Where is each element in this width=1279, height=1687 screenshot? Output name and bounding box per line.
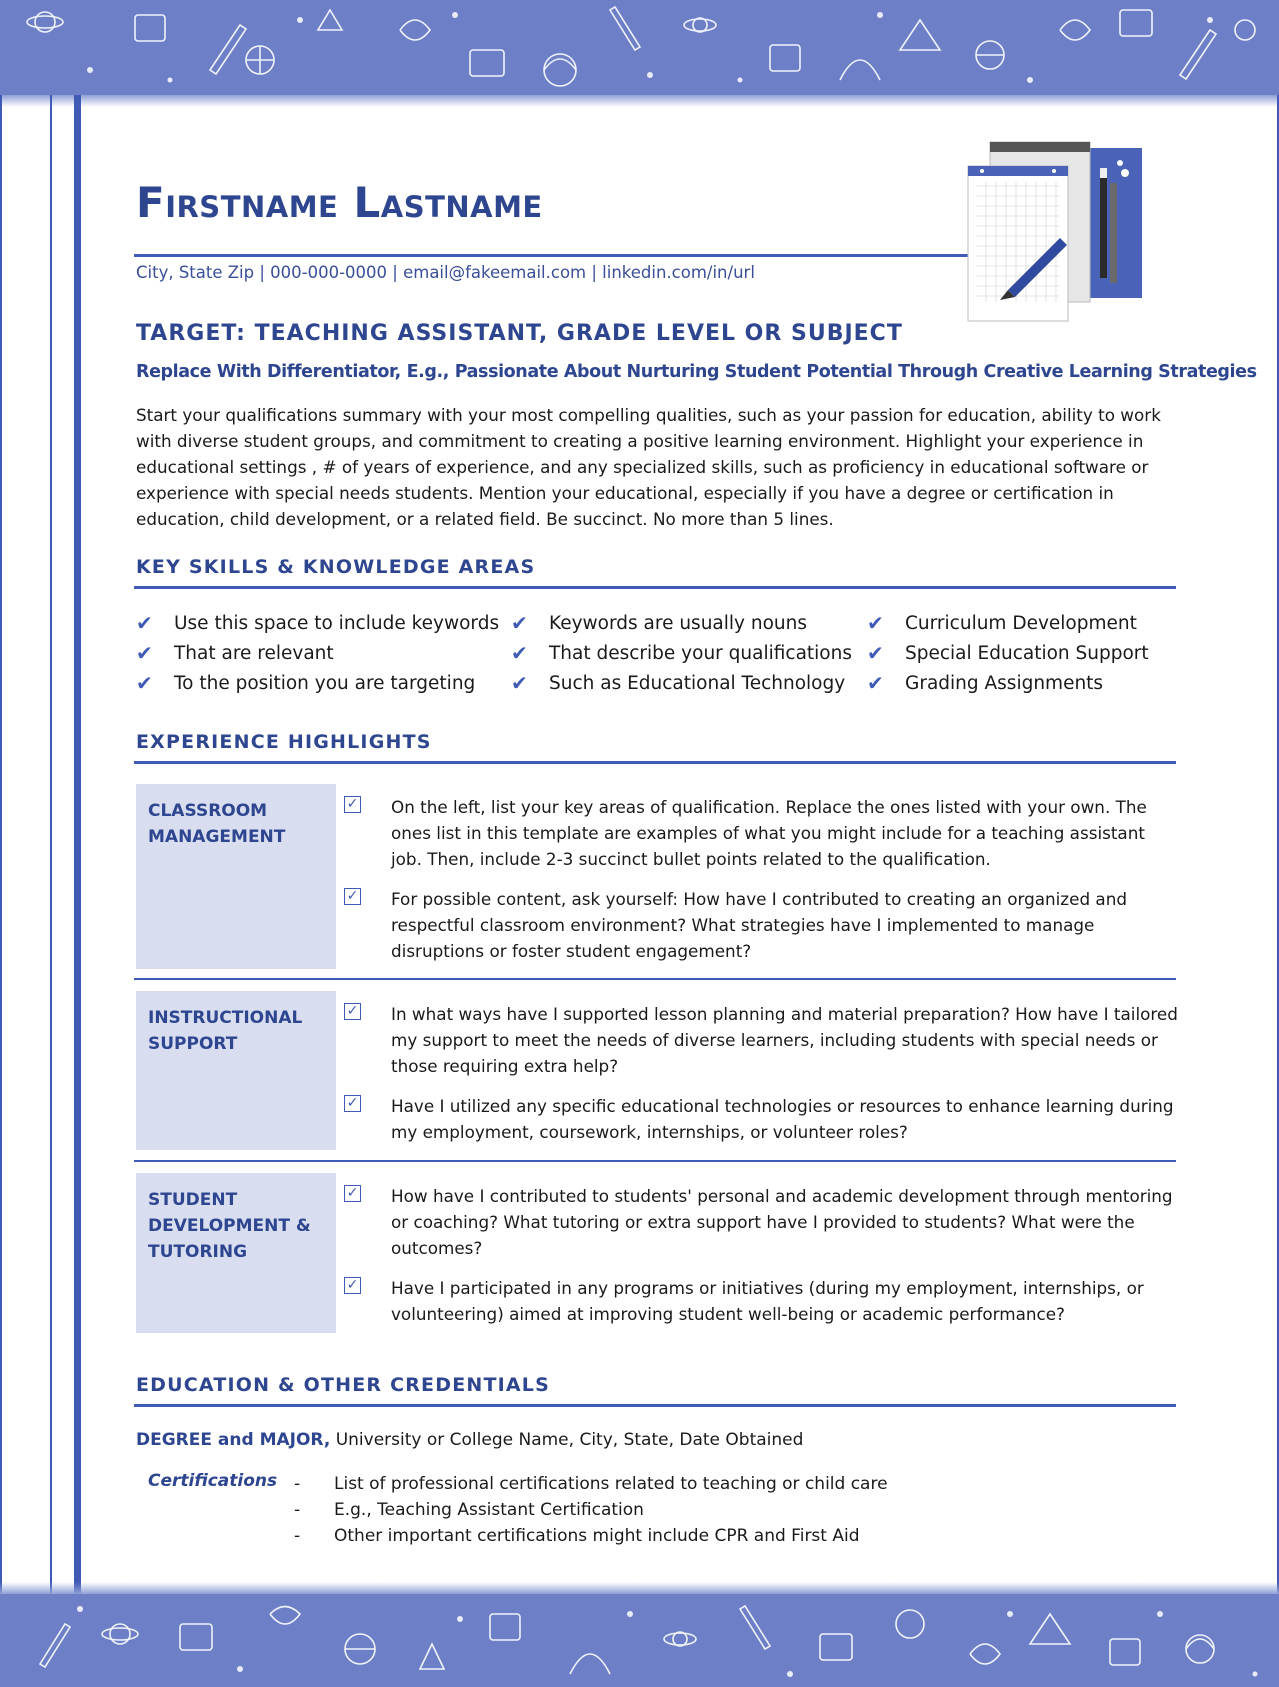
skill-item: ✔ That are relevant bbox=[136, 641, 334, 665]
checkbox-icon: ✓ bbox=[344, 1185, 361, 1202]
experience-bullet: ✓ Have I utilized any specific educational technologies or resources to enhance learning during my employment, coursework, internships, or volunteer roles? bbox=[344, 1093, 1180, 1145]
checkmark-icon: ✔ bbox=[511, 671, 528, 695]
checkmark-icon: ✔ bbox=[511, 641, 528, 665]
school-doodle-pattern bbox=[0, 0, 1279, 95]
certifications-label: Certifications bbox=[148, 1471, 278, 1491]
skill-item: ✔ Grading Assignments bbox=[867, 671, 1104, 695]
bottom-pattern-banner bbox=[0, 1594, 1279, 1687]
degree-line bbox=[136, 1430, 803, 1450]
checkmark-icon: ✔ bbox=[867, 611, 884, 635]
experience-separator bbox=[134, 1160, 1176, 1162]
certifications-list bbox=[294, 1471, 888, 1549]
checkmark-icon: ✔ bbox=[136, 641, 153, 665]
experience-rule bbox=[134, 761, 1176, 764]
contact-line: City, State Zip | 000-000-0000 | email@fakeemail.com | linkedin.com/in/url bbox=[136, 263, 755, 282]
checkbox-icon: ✓ bbox=[344, 888, 361, 905]
checkmark-icon: ✔ bbox=[867, 671, 884, 695]
left-thick-rule bbox=[74, 95, 81, 1594]
certification-item: - List of professional certifications related to teaching or child care bbox=[294, 1474, 888, 1494]
checkbox-icon: ✓ bbox=[344, 796, 361, 813]
skill-item: ✔ Use this space to include keywords bbox=[136, 611, 500, 635]
experience-area-label: CLASSROOM MANAGEMENT bbox=[136, 784, 336, 969]
experience-separator bbox=[134, 978, 1176, 980]
checkmark-icon: ✔ bbox=[136, 611, 153, 635]
experience-bullet: ✓ For possible content, ask yourself: How have I contributed to creating an organized and respectful classroom environment? What strategies have I implemented to manage disruptions or foster student engagement? bbox=[344, 886, 1180, 964]
skills-rule bbox=[134, 586, 1176, 589]
target-title: TARGET: TEACHING ASSISTANT, GRADE LEVEL OR SUBJECT bbox=[136, 321, 903, 346]
experience-bullet: ✓ On the left, list your key areas of qualification. Replace the ones listed with your own. The ones list in this template are examples of what you might include for a teaching assistant job. Then, include 2-3 succinct bullet points related to the qualification. bbox=[344, 794, 1180, 872]
qualifications-summary: Start your qualifications summary with your most compelling qualities, such as your passion for education, ability to work with diverse student groups, and commitment to creating a positive learning environment. Highlight your experience in educational settings , # of years of experience, and any specialized skills, such as proficiency in educational software or experience with special needs students. Mention your educational, especially if you have a degree or certification in education, child development, or a related field. Be succinct. No more than 5 lines. bbox=[136, 405, 1161, 529]
checkbox-icon: ✓ bbox=[344, 1277, 361, 1294]
degree-major: DEGREE and MAJOR, bbox=[136, 1430, 331, 1450]
experience-bullets bbox=[344, 1001, 1180, 1159]
experience-bullet: ✓ How have I contributed to students' personal and academic development through mentoring or coaching? What tutoring or extra support have I provided to students? What were the outcomes? bbox=[344, 1183, 1180, 1261]
checkmark-icon: ✔ bbox=[136, 671, 153, 695]
checkmark-icon: ✔ bbox=[867, 641, 884, 665]
degree-school: University or College Name, City, State, Date Obtained bbox=[330, 1430, 804, 1450]
experience-area-label: INSTRUCTIONAL SUPPORT bbox=[136, 991, 336, 1150]
name-underline bbox=[134, 254, 970, 257]
education-rule bbox=[134, 1404, 1176, 1407]
checkmark-icon: ✔ bbox=[511, 611, 528, 635]
experience-bullets bbox=[344, 1183, 1180, 1341]
skill-item: ✔ Such as Educational Technology bbox=[511, 671, 846, 695]
experience-bullets bbox=[344, 794, 1180, 978]
experience-heading: EXPERIENCE HIGHLIGHTS bbox=[136, 731, 432, 753]
school-doodle-pattern bbox=[0, 1594, 1279, 1687]
skills-heading: KEY SKILLS & KNOWLEDGE AREAS bbox=[136, 556, 536, 578]
skill-item: ✔ To the position you are targeting bbox=[136, 671, 476, 695]
certification-item: - Other important certifications might include CPR and First Aid bbox=[294, 1526, 860, 1546]
skill-item: ✔ Curriculum Development bbox=[867, 611, 1137, 635]
notepad-pencil-illustration bbox=[960, 138, 1145, 323]
bottom-banner-fade bbox=[0, 1582, 1279, 1594]
left-thin-rule bbox=[50, 95, 52, 1594]
candidate-name: Firstname Lastname bbox=[136, 178, 543, 227]
skills-column-2 bbox=[511, 608, 852, 698]
experience-bullet: ✓ Have I participated in any programs or initiatives (during my employment, internships, or volunteering) aimed at improving student well-being or academic performance? bbox=[344, 1275, 1180, 1327]
checkbox-icon: ✓ bbox=[344, 1095, 361, 1112]
checkbox-icon: ✓ bbox=[344, 1003, 361, 1020]
skills-column-3 bbox=[867, 608, 1149, 698]
education-heading: EDUCATION & OTHER CREDENTIALS bbox=[136, 1374, 551, 1396]
experience-area-label: STUDENT DEVELOPMENT & TUTORING bbox=[136, 1173, 336, 1333]
top-pattern-banner bbox=[0, 0, 1279, 95]
skill-item: ✔ That describe your qualifications bbox=[511, 641, 852, 665]
certification-item: - E.g., Teaching Assistant Certification bbox=[294, 1500, 644, 1520]
experience-bullet: ✓ In what ways have I supported lesson planning and material preparation? How have I tailored my support to meet the needs of diverse learners, including students with special needs or those requiring extra help? bbox=[344, 1001, 1180, 1079]
differentiator-line: Replace With Differentiator, E.g., Passionate About Nurturing Student Potential Through Creative Learning Strategies bbox=[136, 362, 1257, 382]
skill-item: ✔ Special Education Support bbox=[867, 641, 1149, 665]
skills-column-1 bbox=[136, 608, 499, 698]
skill-item: ✔ Keywords are usually nouns bbox=[511, 611, 807, 635]
